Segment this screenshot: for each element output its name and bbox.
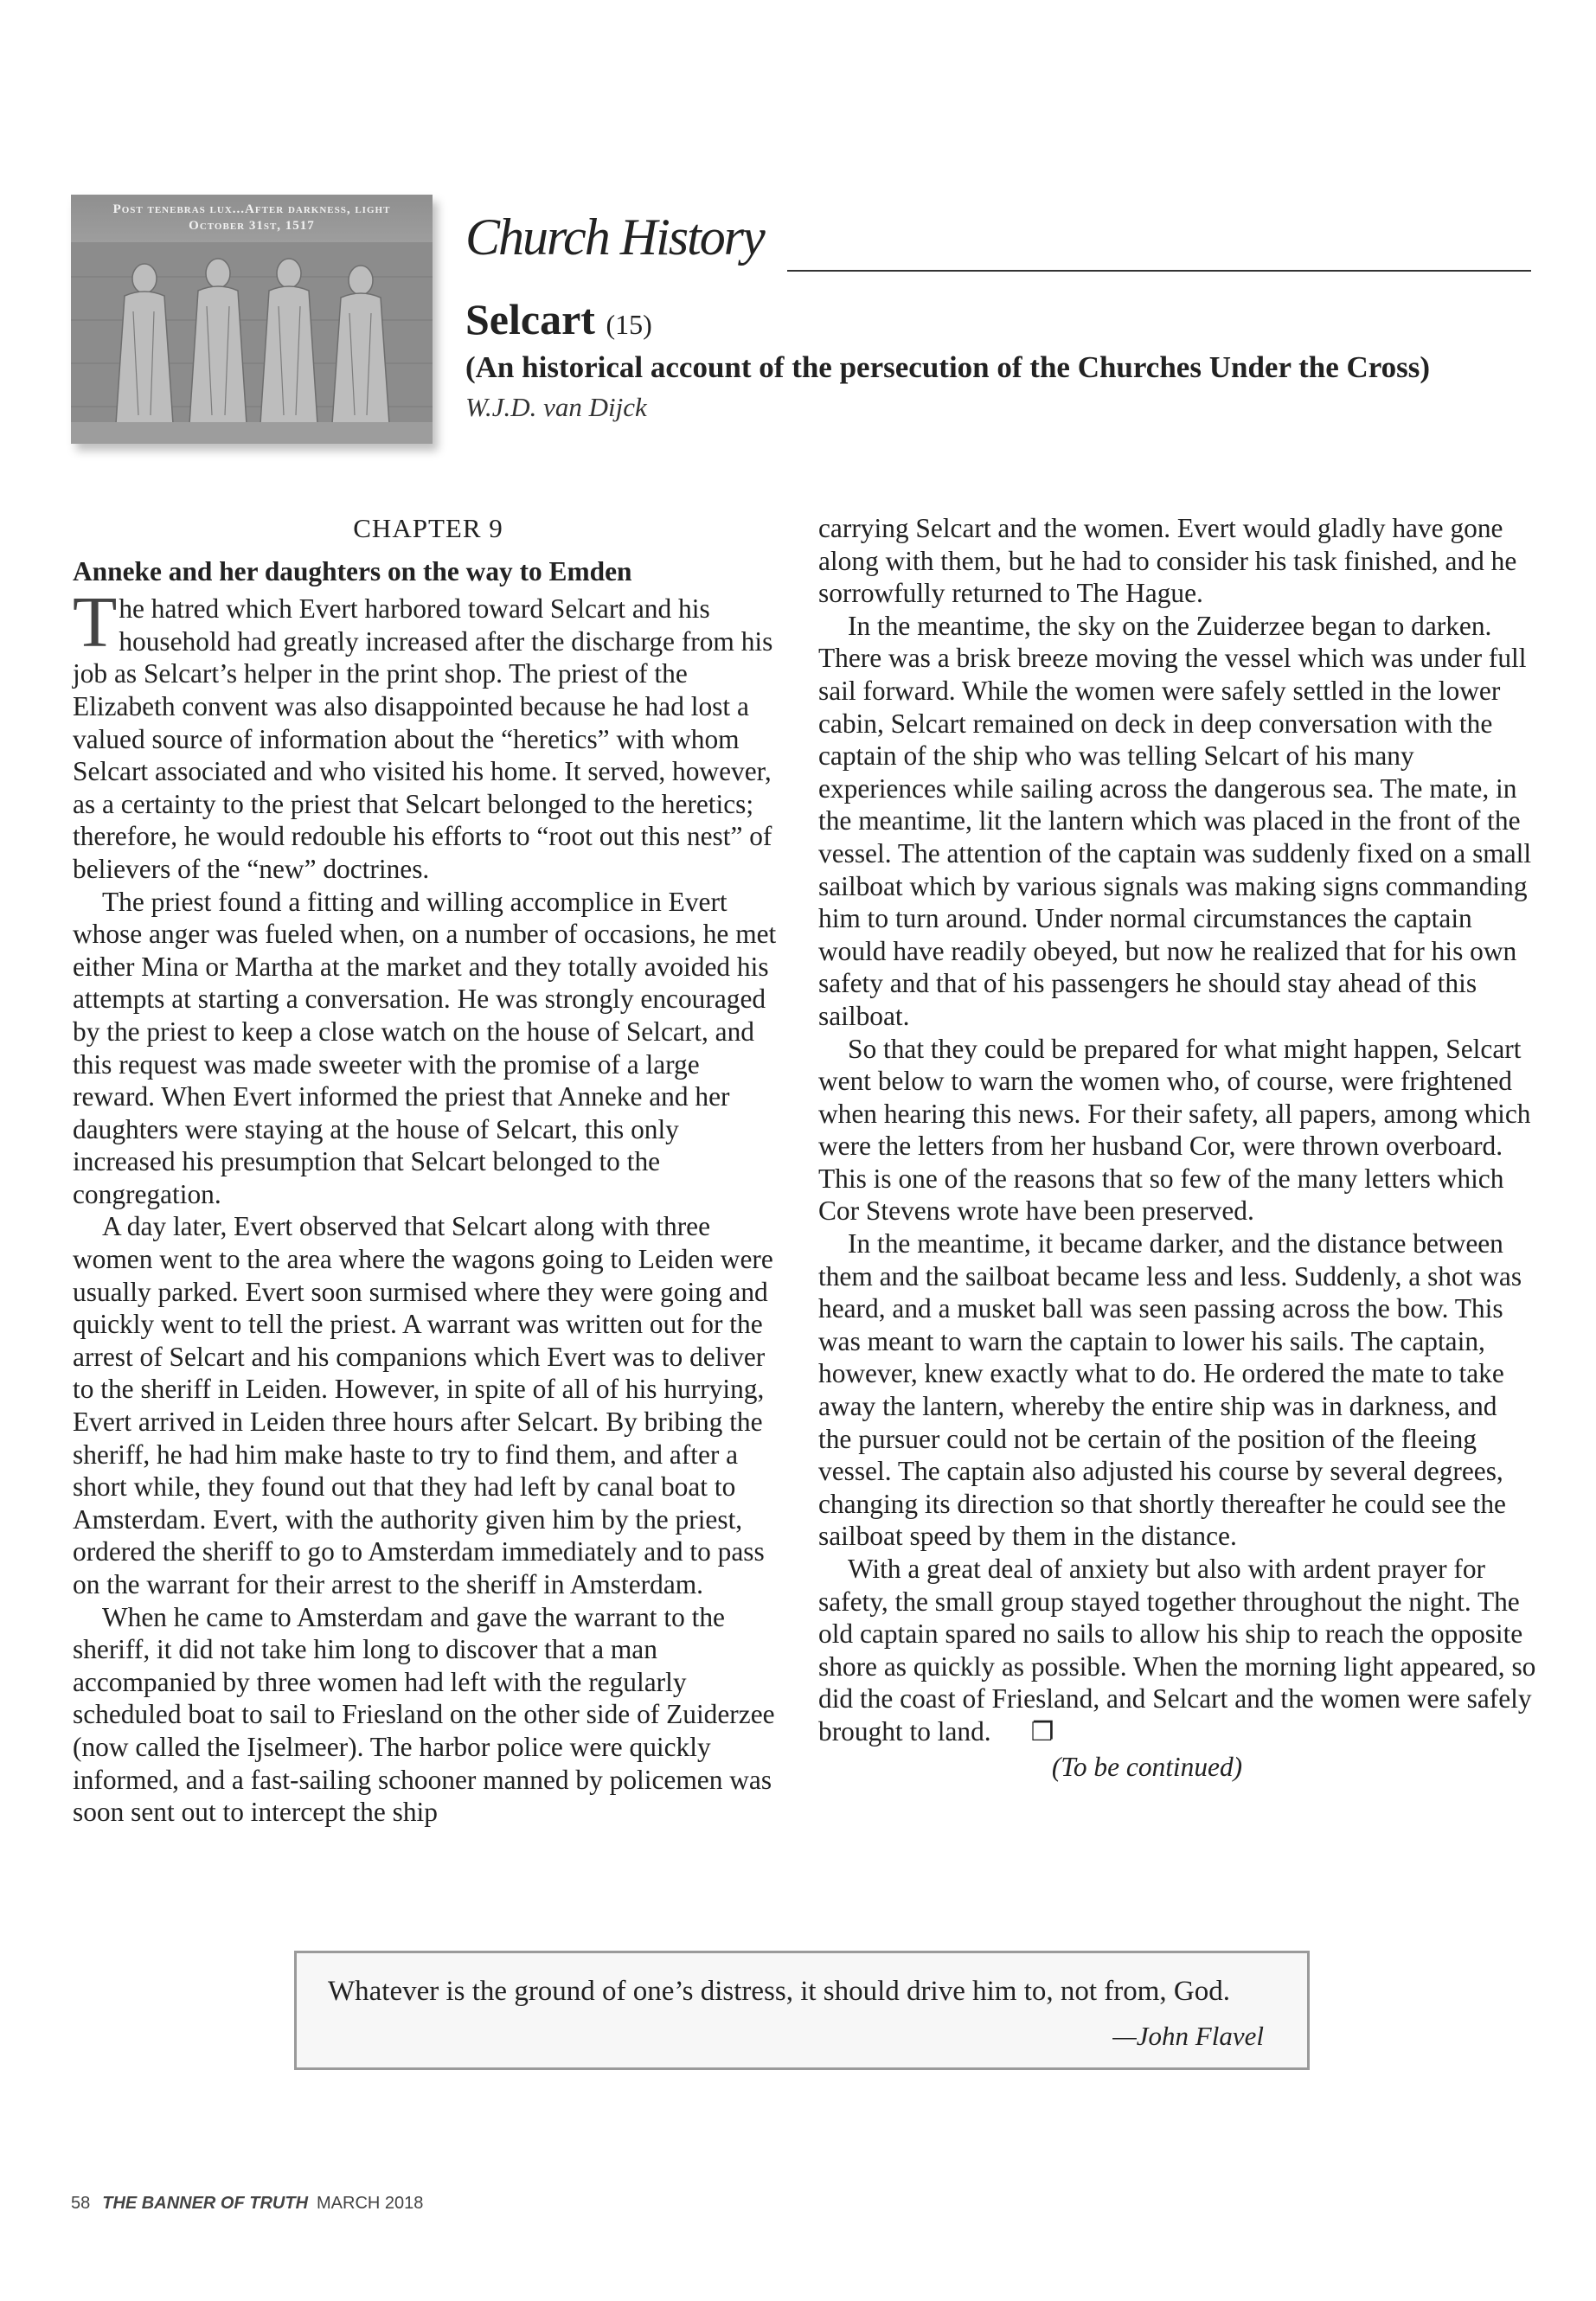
quote-attribution: —John Flavel — [1112, 2021, 1264, 2051]
statues-illustration — [71, 242, 433, 444]
issue-date: MARCH 2018 — [317, 2194, 424, 2213]
paragraph: The priest found a fitting and willing accomplice in Evert whose anger was fueled when, on a number of occasions, he met either Mina or Martha at the market and they totally avoided his attempts at starting a conversation. He was strongly encouraged by the priest to keep a close watch on the house of Selcart, and this request was made sweeter with the promise of a large reward. When Evert informed the priest that Anneke and her daughters were staying at the house of Selcart, this only increased his presumption that Selcart belonged to the congregation. — [73, 886, 777, 1209]
image-caption — [71, 202, 433, 234]
quote-text: Whatever is the ground of one’s distress, it should drive him to, not from, God. — [328, 1976, 1231, 2007]
image-caption-line-1: Post tenebras lux...After darkness, light — [112, 202, 391, 216]
image-caption-line-2: October 31st, 1517 — [189, 219, 315, 233]
quote-box — [294, 1951, 1310, 2070]
to-be-continued: (To be continued) — [1051, 1751, 1243, 1782]
paragraph — [73, 582, 784, 885]
paragraph-text: he hatred which Evert harbored toward Selcart and his household had greatly increased after the discharge from his job as Selcart’s helper in the print shop. The priest of the Elizabeth convent was also disappointed because he had lost a valued source of information about the “heretics” with whom Selcart associated and who visited his home. It served, however, as a certainty to the priest that Selcart belonged to the heretics; therefore, he would redouble his efforts to “root out this nest” of believers of the “new” doctrines. — [73, 593, 773, 884]
page-footer — [71, 2194, 423, 2214]
paragraph: So that they could be prepared for what might happen, Selcart went below to warn the women who, of course, were frightened when hearing this news. For their safety, all papers, among which were the letters from her husband Cor, were thrown overboard. This is one of the reasons that so few of the many letters which Cor Stevens wrote have been preserved. — [818, 1033, 1531, 1227]
chapter-heading: CHAPTER 9 — [353, 513, 503, 543]
reformation-wall-image — [71, 195, 433, 444]
paragraph: A day later, Evert observed that Selcart along with three women went to the area where the wagons going to Leiden were usually parked. Evert soon surmised where they were going and quickly went to tell the priest. A warrant was written out for the arrest of Selcart and his companions which Evert was to deliver to the sheriff in Leiden. However, in spite of all of his hurrying, Evert arrived in Leiden three hours after Selcart. By bribing the sheriff, he had him make haste to try to find them, and after a short while, they found out that they had left by canal boat to Amsterdam. Evert, with the authority given him by the priest, ordered the sheriff to go to Amsterdam immediately and to pass on the warrant for their arrest to the sheriff in Amsterdam. — [73, 1211, 773, 1599]
section-title: Church History — [465, 208, 764, 266]
title-rule — [787, 270, 1531, 272]
article-title-text: Selcart — [465, 295, 595, 343]
end-mark-icon: ❐ — [1030, 1716, 1054, 1747]
article-part-number: (15) — [606, 309, 652, 340]
paragraph: When he came to Amsterdam and gave the warrant to the sheriff, it did not take him long to discover that a man accompanied by three women had left with the regularly scheduled boat to sail to Friesland on the other side of Zuiderzee (now called the Ijselmeer). The harbor police were quickly informed, and a fast-sailing schooner manned by policemen was soon sent out to intercept the ship — [73, 1601, 775, 1828]
paragraph: In the meantime, the sky on the Zuiderzee began to darken. There was a brisk breeze moving the vessel which was under full sail forward. While the women were safely settled in the lower cabin, Selcart remained on deck in deep conversation with the captain of the ship who was telling Selcart of his many experiences while sailing across the dangerous sea. The mate, in the meantime, lit the lantern which was placed in the front of the vessel. The attention of the captain was suddenly fixed on a small sailboat which by various signals was making signs commanding him to turn around. Under normal circumstances the captain would have readily obeyed, but now he realized that for his own safety and that of his passengers he should stay ahead of this sailboat. — [818, 610, 1532, 1031]
paragraph — [818, 1553, 1536, 1749]
right-column — [818, 512, 1536, 1783]
article-title — [465, 294, 652, 344]
magazine-name: THE BANNER OF TRUTH — [102, 2194, 309, 2213]
left-column — [73, 512, 784, 1829]
article-subtitle: (An historical account of the persecution of the Churches Under the Cross) — [465, 350, 1431, 384]
drop-cap: T — [73, 582, 118, 663]
chapter-subheading: Anneke and her daughters on the way to Emden — [73, 555, 632, 586]
paragraph-text: With a great deal of anxiety but also with ardent prayer for safety, the small group stayed together throughout the night. The old captain spared no sails to allow his ship to reach the opposite shore as quickly as possible. When the morning light appeared, so did the coast of Friesland, and Selcart and the women were safely brought to land. — [818, 1554, 1536, 1747]
paragraph: In the meantime, it became darker, and the distance between them and the sailboat became less and less. Suddenly, a shot was heard, and a musket ball was seen passing across the bow. This was meant to warn the captain to lower his sails. The captain, however, knew exactly what to do. He ordered the mate to take away the lantern, whereby the entire ship was in darkness, and the pursuer could not be certain of the position of the fleeing vessel. The captain also adjusted his course by several degrees, changing its direction so that shortly thereafter he could see the sailboat speed by them in the distance. — [818, 1228, 1522, 1552]
article-author: W.J.D. van Dijck — [465, 392, 647, 422]
paragraph: carrying Selcart and the women. Evert would gladly have gone along with them, but he had to consider his task finished, and he sorrowfully returned to The Hague. — [818, 513, 1517, 609]
page-number: 58 — [71, 2194, 91, 2213]
